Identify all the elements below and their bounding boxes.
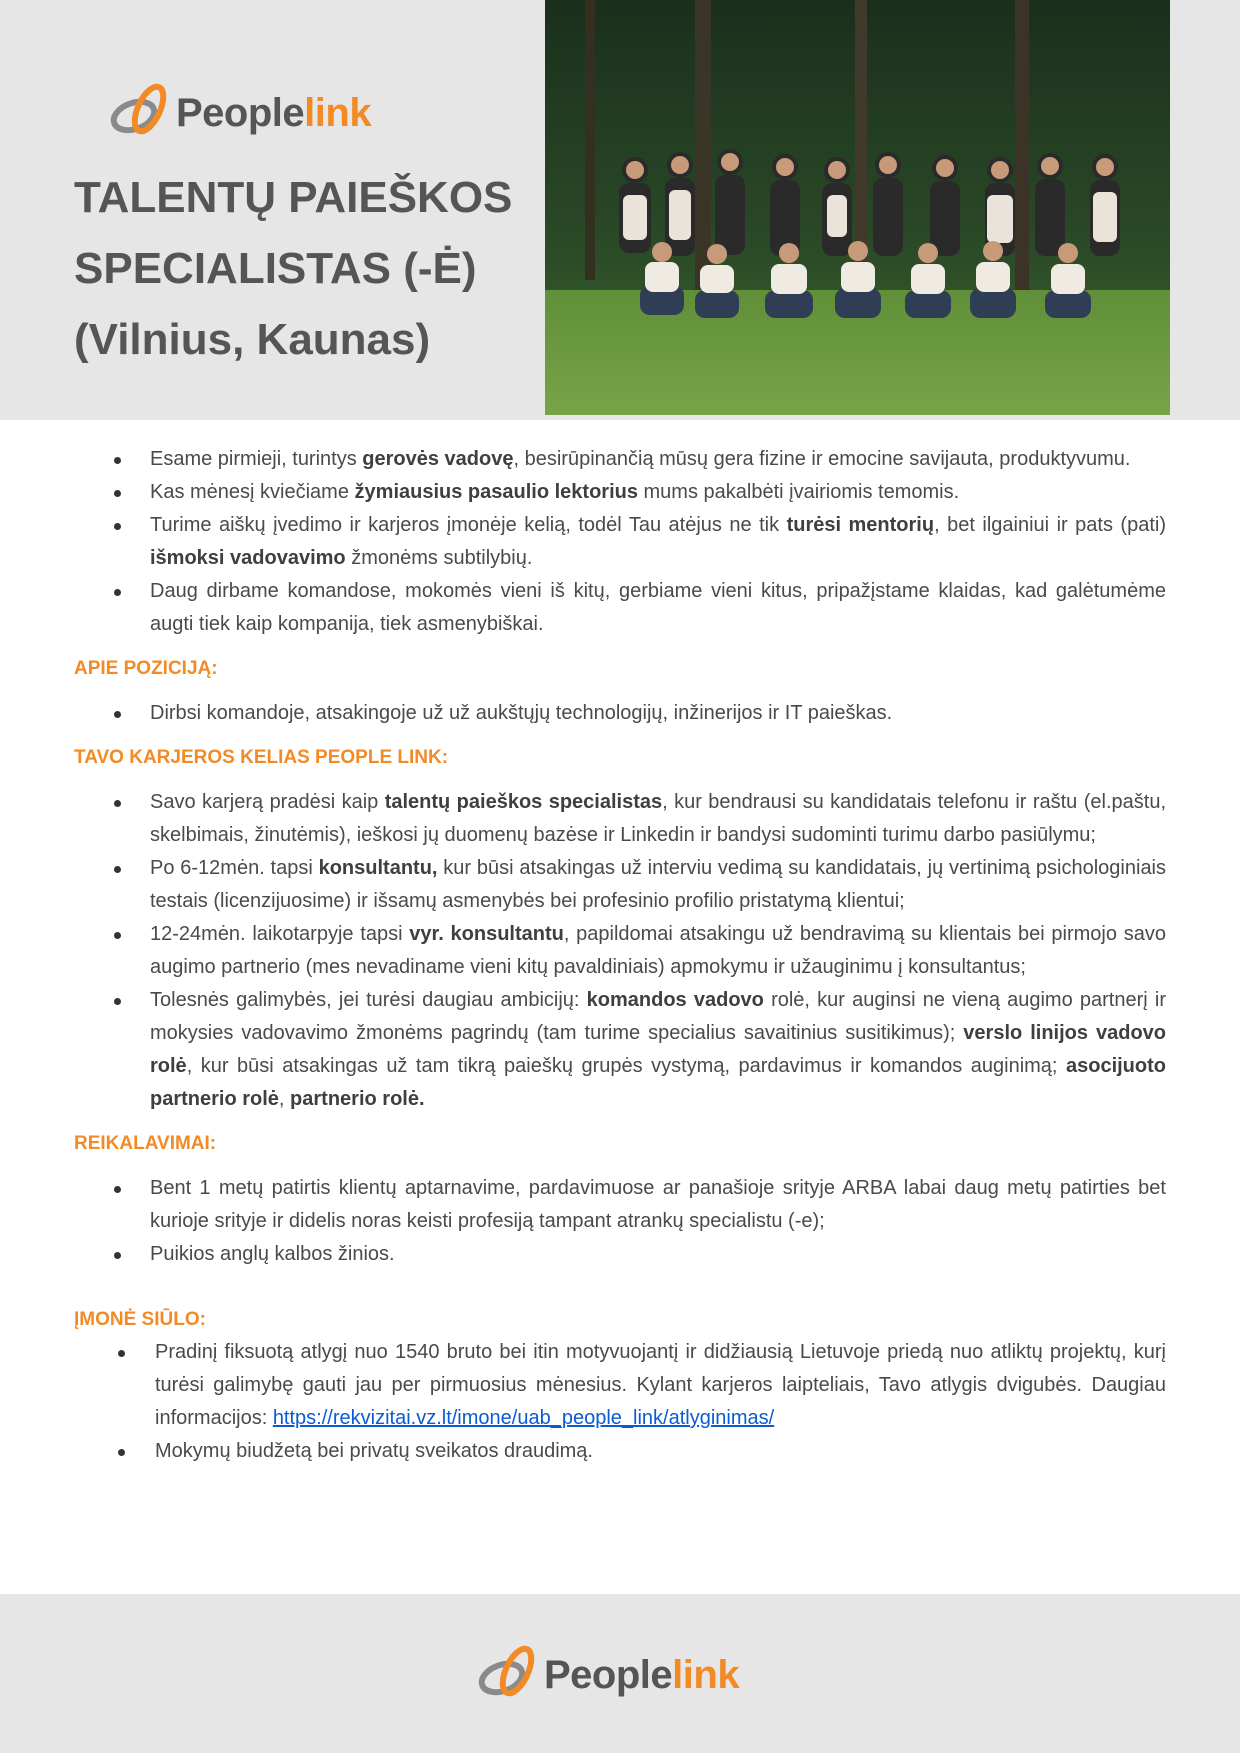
logo-wordmark: Peoplelink <box>544 1653 740 1697</box>
bold-text: verslo linijos vadovo rolė <box>150 1022 1167 1077</box>
bullet-item <box>74 1435 1166 1468</box>
text-run: , bet ilgainiui ir pats (pati) <box>934 514 1166 536</box>
section-heading-apie: APIE POZICIJĄ: <box>74 658 218 679</box>
bullet-item <box>74 852 1166 918</box>
section-heading-siulo: ĮMONĖ SIŪLO: <box>74 1309 206 1330</box>
bold-text: turėsi mentorių <box>786 514 935 536</box>
siulo-list <box>74 1336 1166 1468</box>
text-run: Savo karjerą pradėsi kaip <box>150 791 385 813</box>
section-heading-reikalavimai: REIKALAVIMAI: <box>74 1133 217 1154</box>
bullet-item <box>74 786 1166 852</box>
bold-text: gerovės vadovę <box>362 448 514 470</box>
apie-list <box>74 697 1166 730</box>
karjera-list <box>74 786 1166 1116</box>
bullet-item <box>74 443 1166 476</box>
bold-text: vyr. konsultantu <box>409 923 564 945</box>
job-description <box>74 443 1166 1468</box>
text-run: rolė, kur auginsi ne vieną augimo partnerį ir mokysies vadovavimo žmonėms pagrindų (tam turime specialius savaitinius susitikimus); <box>150 989 1166 1044</box>
text-run: Daug dirbame komandose, mokomės vieni iš kitų, gerbiame vieni kitus, pripažįstame klaidas, kad galėtumėme augti tiek kaip kompanija, tiek asmenybiškai. <box>150 580 1166 635</box>
footer-logo <box>474 1640 739 1710</box>
text-run: Puikios anglų kalbos žinios. <box>150 1243 395 1265</box>
text-run: , besirūpinančią mūsų gera fizine ir emocine savijauta, produktyvumu. <box>513 448 1131 470</box>
text-run: , <box>278 1088 291 1110</box>
text-run: mums pakalbėti įvairiomis temomis. <box>637 481 960 503</box>
text-run: , kur bendrausi su kandidatais telefonu ir raštu (el.paštu, skelbimais, žinutėmis), ieškosi jų duomenų bazėse ir Linkedin ir bandysi sudominti turimu darbo pasiūlymu; <box>150 791 1166 846</box>
bullet-item <box>74 509 1166 575</box>
job-title-line: (Vilnius, Kaunas) <box>74 315 431 364</box>
bullet-item <box>74 697 1166 730</box>
reikalavimai-list <box>74 1172 1166 1271</box>
text-run: kur būsi atsakingas už interviu vedimą su kandidatais, jų vertinimą psichologiniais testais (licenzijuosime) ir išsamų asmenybės bei profesinio profilio pristatymą klientui; <box>150 857 1167 912</box>
bold-text: komandos vadovo <box>586 989 764 1011</box>
text-run: , kur būsi atsakingas už tam tikrą paieškų grupės vystymą, pardavimus ir komandos auginimą; <box>186 1055 1066 1077</box>
bold-text: konsultantu, <box>318 857 438 879</box>
text-run: Po 6-12mėn. tapsi <box>150 857 319 879</box>
bold-text: asocijuoto partnerio rolė <box>150 1055 1166 1110</box>
team-photo <box>545 0 1170 415</box>
bullet-item <box>74 1336 1166 1435</box>
text-run: Mokymų biudžetą bei privatų sveikatos draudimą. <box>155 1440 593 1462</box>
job-title-line: SPECIALISTAS (-Ė) <box>74 244 477 293</box>
bullet-item <box>74 476 1166 509</box>
bold-text: talentų paieškos specialistas <box>384 791 663 813</box>
text-run: , papildomai atsakingu už bendravimą su klientais bei pirmojo savo augimo partnerio (mes nevadiname vieni kitų pavaldiniais) apmokymu ir užauginimu į konsultantus; <box>150 923 1166 978</box>
bold-text: žymiausius pasaulio lektorius <box>354 481 638 503</box>
logo-wordmark: Peoplelink <box>176 91 372 135</box>
job-title-line: TALENTŲ PAIEŠKOS <box>74 173 513 222</box>
bullet-item <box>74 1238 1166 1271</box>
bullet-item <box>74 575 1166 641</box>
bold-text: išmoksi vadovavimo <box>150 547 346 569</box>
bullet-item <box>74 1172 1166 1238</box>
bullet-item <box>74 984 1166 1116</box>
bullet-item <box>74 918 1166 984</box>
header-band <box>0 0 1240 420</box>
text-run: Pradinį fiksuotą atlygį nuo 1540 bruto bei itin motyvuojantį ir didžiausią Lietuvoje priedą nuo atliktų projektų, kurį turėsi galimybę gauti jau per pirmuosius mėnesius. Kylant karjeros laipteliais, Tavo atlygis dvigubės. Daugiau informacijos: <box>155 1341 1166 1429</box>
logo-rings-icon <box>106 78 176 148</box>
text-run: Esame pirmieji, turintys <box>150 448 363 470</box>
text-run: Bent 1 metų patirtis klientų aptarnavime, pardavimuose ar panašioje srityje ARBA labai daug metų patirties bet kurioje srityje ir didelis noras keisti profesiją tampant atrankų specialistu (-e); <box>150 1177 1166 1232</box>
text-run: Dirbsi komandoje, atsakingoje už už aukštųjų technologijų, inžinerijos ir IT paieškas. <box>150 702 893 724</box>
bold-text: partnerio rolė. <box>290 1088 425 1110</box>
footer-band <box>0 1594 1240 1753</box>
logo-rings-icon <box>474 1640 544 1710</box>
text-run: žmonėms subtilybių. <box>345 547 533 569</box>
text-run: Kas mėnesį kviečiame <box>150 481 355 503</box>
intro-list <box>74 443 1166 641</box>
section-heading-karjera: TAVO KARJEROS KELIAS PEOPLE LINK: <box>74 747 449 768</box>
text-run: Turime aiškų įvedimo ir karjeros įmonėje kelią, todėl Tau atėjus ne tik <box>150 514 787 536</box>
job-title <box>74 162 512 375</box>
company-logo <box>106 78 371 148</box>
salary-link[interactable]: https://rekvizitai.vz.lt/imone/uab_people_link/atlyginimas/ <box>272 1407 775 1429</box>
text-run: 12-24mėn. laikotarpyje tapsi <box>150 923 410 945</box>
text-run: Tolesnės galimybės, jei turėsi daugiau ambicijų: <box>150 989 587 1011</box>
